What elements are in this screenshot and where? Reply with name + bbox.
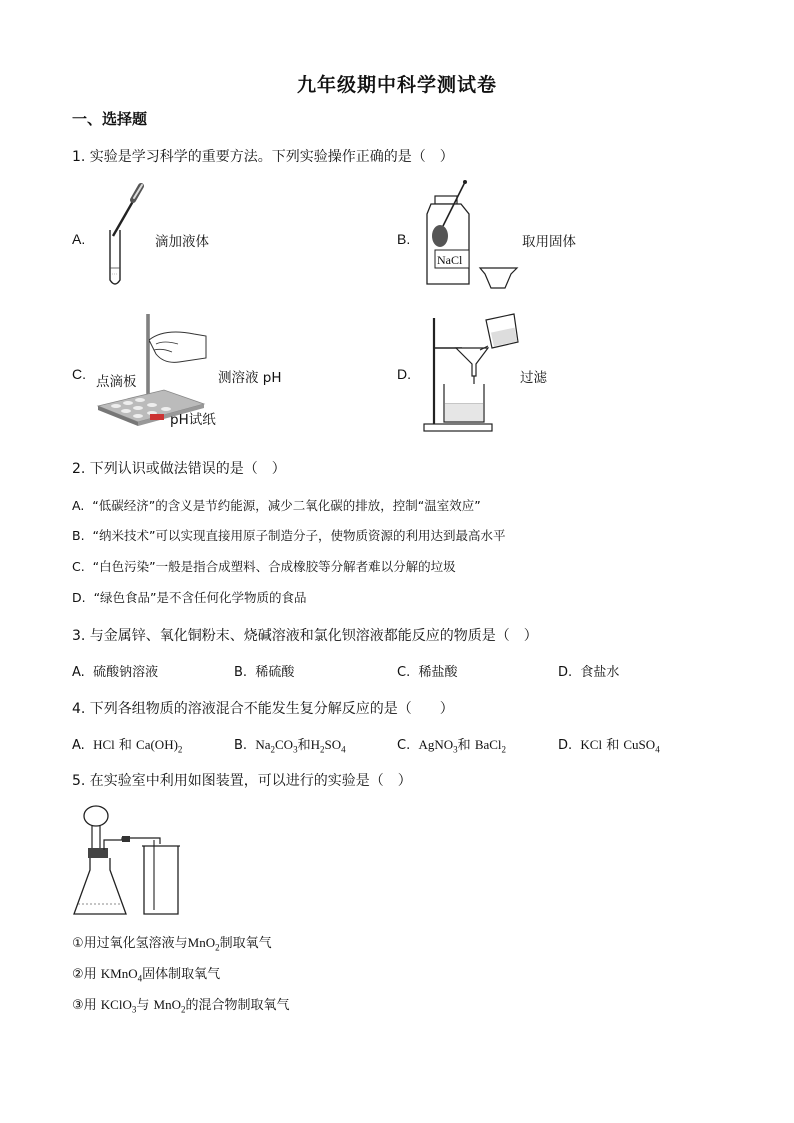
q4-b-formula-2: $H_2SO_4$ <box>310 737 346 755</box>
q4-option-c-letter: C. <box>397 738 411 753</box>
q2-option-c <box>72 557 456 575</box>
q2-option-a <box>72 496 481 514</box>
q2-option-a-text: “低碳经济”的含义是节约能源，减少二氧化碳的排放，控制“温室效应” <box>92 498 481 513</box>
q4-stem: 4. 下列各组物质的溶液混合不能发生复分解反应的是（ ） <box>72 701 454 717</box>
q2-option-b <box>72 526 505 544</box>
q1-option-b-label: 取用固体 <box>522 234 576 250</box>
q3-option-a <box>72 661 158 680</box>
q4-a-formula-1: HCl <box>93 737 115 752</box>
q1-option-b-letter: B. <box>397 231 411 247</box>
q1-stem: 1. 实验是学习科学的重要方法。下列实验操作正确的是（ ） <box>72 149 454 165</box>
q4-option-a <box>72 734 182 755</box>
q3-option-c <box>397 661 458 680</box>
q5-stem: 5. 在实验室中利用如图装置，可以进行的实验是（ ） <box>72 773 412 789</box>
q4-c-formula-1: AgNO$_3$ <box>418 737 458 755</box>
q3-option-d-letter: D. <box>558 665 573 680</box>
q2-stem: 2. 下列认识或做法错误的是（ ） <box>72 461 286 477</box>
q1-option-d-letter: D. <box>397 366 411 382</box>
q2-option-b-letter: B. <box>72 528 85 543</box>
q1-option-c-letter: C. <box>72 366 86 382</box>
q1-option-c-label: 测溶液 pH <box>218 370 282 386</box>
q1-option-a-letter: A. <box>72 231 86 247</box>
q1-option-a-label: 滴加液体 <box>155 234 209 250</box>
q4-d-join: 和 <box>606 738 620 753</box>
gas-generation-apparatus-image <box>70 800 185 922</box>
ph-plate-label: 点滴板 <box>96 374 137 390</box>
q4-option-a-letter: A. <box>72 738 85 753</box>
q2-option-c-text: “白色污染”一般是指合成塑料、合成橡胶等分解者难以分解的垃圾 <box>92 559 456 574</box>
q4-option-c <box>397 734 506 755</box>
q3-stem: 3. 与金属锌、氧化铜粉末、烧碱溶液和氯化钡溶液都能反应的物质是（ ） <box>72 628 538 644</box>
q3-option-c-letter: C. <box>397 665 411 680</box>
q4-a-formula-2: $Ca(OH)_2$ <box>136 737 183 755</box>
q5-item-2: ②用 KMnO$_4$固体制取氧气 <box>72 966 221 984</box>
q4-option-b-letter: B. <box>234 738 248 753</box>
q4-d-formula-1: KCl <box>580 737 603 752</box>
q3-option-d <box>558 661 619 680</box>
q5-item-3: ③用 KClO$_3$与 MnO$_2$的混合物制取氧气 <box>72 997 290 1015</box>
q4-c-formula-2: BaCl$_2$ <box>474 737 507 755</box>
q2-option-b-text: “纳米技术”可以实现直接用原子制造分子，使物质资源的利用达到最高水平 <box>92 528 506 543</box>
q3-option-a-text: 硫酸钠溶液 <box>93 665 159 680</box>
q4-option-d <box>558 734 660 755</box>
q2-option-a-letter: A. <box>72 498 85 513</box>
q4-d-formula-2: CuSO$_4$ <box>623 737 660 755</box>
q3-option-c-text: 稀盐酸 <box>418 665 458 680</box>
ph-paper-label: pH试纸 <box>170 412 216 428</box>
q3-option-b-text: 稀硫酸 <box>255 665 295 680</box>
q3-option-b-letter: B. <box>234 665 248 680</box>
solid-bottle-image <box>425 176 525 291</box>
filtration-apparatus-image <box>422 312 528 434</box>
q4-option-d-letter: D. <box>558 738 573 753</box>
q5-item-1: ①用过氧化氢溶液与MnO$_2$制取氧气 <box>72 935 272 953</box>
q2-option-d <box>72 588 307 606</box>
q4-option-b <box>234 734 346 755</box>
q3-option-b <box>234 661 294 680</box>
dropper-tube-image <box>98 182 148 290</box>
q4-b-formula-1: $Na_2CO_3$ <box>255 737 298 755</box>
q1-option-d-label: 过滤 <box>520 370 547 386</box>
q4-b-join: 和 <box>297 738 311 753</box>
bottle-label-text: NaCl <box>437 253 463 267</box>
section-heading: 一、选择题 <box>72 110 148 128</box>
page-title: 九年级期中科学测试卷 <box>296 74 497 96</box>
q2-option-d-letter: D. <box>72 590 86 605</box>
q3-option-a-letter: A. <box>72 665 85 680</box>
q3-option-d-text: 食盐水 <box>580 665 620 680</box>
q2-option-d-text: “绿色食品”是不含任何化学物质的食品 <box>93 590 307 605</box>
q4-a-join: 和 <box>118 738 132 753</box>
q4-c-join: 和 <box>457 738 471 753</box>
q2-option-c-letter: C. <box>72 559 85 574</box>
